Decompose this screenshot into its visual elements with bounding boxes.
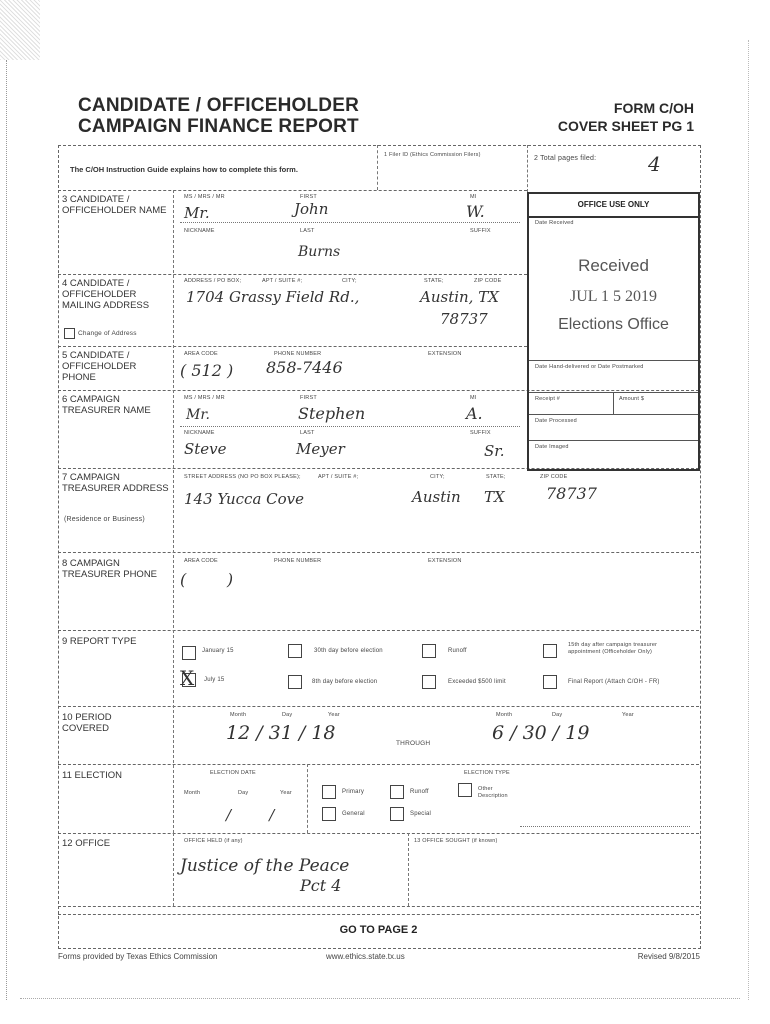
s6-first-value: Stephen bbox=[298, 404, 366, 423]
office-held-label: OFFICE HELD (if any) bbox=[184, 838, 243, 844]
report-type-15th-day-label: 15th day after campaign treasurer appointment (Officeholder Only) bbox=[568, 642, 658, 655]
s6-nickname-value: Steve bbox=[184, 440, 227, 458]
rule bbox=[529, 440, 698, 441]
s3-prefix-label: MS / MRS / MR bbox=[184, 194, 225, 200]
s6-last-value: Meyer bbox=[296, 440, 345, 458]
report-type-15th-day-checkbox[interactable] bbox=[543, 644, 557, 658]
s7-street-label: STREET ADDRESS (NO PO BOX PLEASE); bbox=[184, 474, 301, 480]
scan-edge-left bbox=[6, 60, 8, 1000]
s10-month-label-2: Month bbox=[496, 712, 513, 718]
s5-phone-label: PHONE NUMBER bbox=[274, 351, 322, 357]
election-date-label: ELECTION DATE bbox=[210, 770, 256, 776]
s3-mi-label: MI bbox=[470, 194, 477, 200]
s8-area-label: AREA CODE bbox=[184, 558, 218, 564]
s4-street-value: 1704 Grassy Field Rd., bbox=[186, 288, 360, 306]
report-type-runoff-checkbox[interactable] bbox=[422, 644, 436, 658]
rule bbox=[377, 145, 378, 190]
s3-mi-value: W. bbox=[466, 202, 485, 221]
election-date-value: / / bbox=[226, 806, 275, 824]
form-title-line2: CAMPAIGN FINANCE REPORT bbox=[78, 116, 359, 137]
report-type-30th-day-label: 30th day before election bbox=[314, 648, 383, 654]
hand-delivered-label: Date Hand-delivered or Date Postmarked bbox=[535, 364, 644, 370]
section-7-label: 7 CAMPAIGN TREASURER ADDRESS bbox=[62, 472, 169, 494]
election-primary-label: Primary bbox=[342, 789, 365, 795]
label-column-divider bbox=[173, 190, 174, 833]
filer-id-label: 1 Filer ID (Ethics Commission Filers) bbox=[384, 152, 481, 158]
rule bbox=[529, 216, 698, 218]
period-from-value: 12 / 31 / 18 bbox=[226, 722, 336, 744]
report-type-july-checkmark: X bbox=[180, 666, 195, 690]
rule bbox=[58, 274, 527, 275]
report-type-final-label: Final Report (Attach C/OH - FR) bbox=[568, 679, 660, 685]
s4-zip-label: ZIP CODE bbox=[474, 278, 502, 284]
s5-ext-label: EXTENSION bbox=[428, 351, 462, 357]
s4-address-label: ADDRESS / PO BOX; bbox=[184, 278, 242, 284]
office-sought-label: 13 OFFICE SOUGHT (if known) bbox=[414, 838, 498, 844]
section-10-label: 10 PERIOD COVERED bbox=[62, 712, 112, 734]
scan-noise bbox=[0, 0, 40, 60]
date-processed-label: Date Processed bbox=[535, 418, 577, 424]
change-of-address-label: Change of Address bbox=[78, 330, 137, 337]
section-8-label: 8 CAMPAIGN TREASURER PHONE bbox=[62, 558, 158, 580]
s7-city-label: CITY; bbox=[430, 474, 445, 480]
rule bbox=[613, 392, 614, 414]
date-received-label: Date Received bbox=[535, 220, 574, 226]
report-type-exceeded-label: Exceeded $500 limit bbox=[448, 679, 506, 685]
election-primary-checkbox[interactable] bbox=[322, 785, 336, 799]
rule bbox=[58, 630, 699, 631]
other-description-line bbox=[520, 826, 690, 827]
s10-month-label: Month bbox=[230, 712, 247, 718]
s6-suffix-value: Sr. bbox=[484, 442, 505, 460]
instruction-note: The C/OH Instruction Guide explains how to complete this form. bbox=[70, 165, 298, 174]
election-other-checkbox[interactable] bbox=[458, 783, 472, 797]
report-type-runoff-label: Runoff bbox=[448, 648, 467, 654]
election-runoff-label: Runoff bbox=[410, 789, 429, 795]
s7-apt-label: APT / SUITE #; bbox=[318, 474, 359, 480]
s8-phone-label: PHONE NUMBER bbox=[274, 558, 322, 564]
rule bbox=[58, 190, 527, 191]
s6-prefix-label: MS / MRS / MR bbox=[184, 395, 225, 401]
section-12-label: 12 OFFICE bbox=[62, 838, 111, 849]
section-6-label: 6 CAMPAIGN TREASURER NAME bbox=[62, 394, 151, 416]
rule bbox=[58, 552, 699, 553]
period-to-value: 6 / 30 / 19 bbox=[492, 722, 590, 744]
through-label: THROUGH bbox=[396, 740, 431, 747]
report-type-exceeded-checkbox[interactable] bbox=[422, 675, 436, 689]
received-stamp-office: Elections Office bbox=[558, 316, 669, 333]
rule bbox=[58, 914, 699, 915]
rule bbox=[58, 706, 699, 707]
rule bbox=[58, 906, 699, 907]
report-type-final-checkbox[interactable] bbox=[543, 675, 557, 689]
s3-nickname-label: NICKNAME bbox=[184, 228, 215, 234]
s10-day-label-2: Day bbox=[552, 712, 563, 718]
s7-street-value: 143 Yucca Cove bbox=[184, 490, 305, 508]
s10-day-label: Day bbox=[282, 712, 293, 718]
s6-last-label: LAST bbox=[300, 430, 315, 436]
rule bbox=[180, 426, 520, 427]
s3-first-value: John bbox=[294, 200, 329, 218]
cover-sheet-label: COVER SHEET PG 1 bbox=[557, 118, 694, 134]
report-type-july-label: July 15 bbox=[204, 677, 225, 683]
total-pages-label: 2 Total pages filed: bbox=[534, 155, 597, 162]
s7-state-value: TX bbox=[484, 488, 505, 506]
s11-year-label: Year bbox=[280, 790, 292, 796]
s3-last-label: LAST bbox=[300, 228, 315, 234]
s7-zip-value: 78737 bbox=[546, 484, 597, 503]
footer-revised: Revised 9/8/2015 bbox=[637, 952, 700, 961]
received-stamp-date: JUL 1 5 2019 bbox=[570, 288, 657, 305]
section-9-label: 9 REPORT TYPE bbox=[62, 636, 137, 647]
amount-label: Amount $ bbox=[619, 396, 645, 402]
rule bbox=[180, 222, 520, 223]
s4-apt-label: APT / SUITE #; bbox=[262, 278, 303, 284]
s6-prefix-value: Mr. bbox=[186, 407, 210, 423]
rule bbox=[529, 414, 698, 415]
section-11-label: 11 ELECTION bbox=[62, 770, 123, 781]
rule bbox=[58, 764, 699, 765]
s6-first-label: FIRST bbox=[300, 395, 317, 401]
scan-edge-right bbox=[748, 40, 750, 1000]
election-other-label: Other Description bbox=[478, 786, 508, 799]
election-special-label: Special bbox=[410, 811, 432, 817]
s4-city-label: CITY; bbox=[342, 278, 357, 284]
s10-year-label: Year bbox=[328, 712, 340, 718]
s5-area-value: ( 512 ) bbox=[180, 361, 234, 380]
s5-phone-value: 858-7446 bbox=[266, 358, 343, 377]
s11-month-label: Month bbox=[184, 790, 201, 796]
office-held-precinct: Pct 4 bbox=[300, 876, 342, 895]
s6-mi-label: MI bbox=[470, 395, 477, 401]
s11-day-label: Day bbox=[238, 790, 249, 796]
office-use-heading: OFFICE USE ONLY bbox=[577, 200, 650, 209]
election-general-label: General bbox=[342, 811, 365, 817]
rule bbox=[307, 764, 308, 833]
section-7-sublabel: (Residence or Business) bbox=[64, 516, 145, 523]
footer-provided-by: Forms provided by Texas Ethics Commission bbox=[58, 952, 218, 961]
rule bbox=[408, 833, 409, 906]
received-stamp: Received bbox=[578, 256, 649, 275]
form-code: FORM C/OH bbox=[613, 100, 694, 116]
s6-nickname-label: NICKNAME bbox=[184, 430, 215, 436]
s3-first-label: FIRST bbox=[300, 194, 317, 200]
s3-suffix-label: SUFFIX bbox=[470, 228, 491, 234]
election-general-checkbox[interactable] bbox=[322, 807, 336, 821]
s10-year-label-2: Year bbox=[622, 712, 634, 718]
report-type-30th-day-checkbox[interactable] bbox=[288, 644, 302, 658]
section-5-label: 5 CANDIDATE / OFFICEHOLDER PHONE bbox=[62, 350, 137, 383]
total-pages-value: 4 bbox=[648, 152, 661, 176]
label-column-divider bbox=[173, 833, 174, 906]
date-imaged-label: Date Imaged bbox=[535, 444, 569, 450]
s7-zip-label: ZIP CODE bbox=[540, 474, 568, 480]
rule bbox=[58, 833, 699, 834]
section-4-label: 4 CANDIDATE / OFFICEHOLDER MAILING ADDRESS bbox=[62, 278, 150, 311]
s7-state-label: STATE; bbox=[486, 474, 506, 480]
s6-mi-value: A. bbox=[466, 404, 483, 423]
go-to-page-2: GO TO PAGE 2 bbox=[339, 924, 418, 936]
change-of-address-checkbox[interactable] bbox=[64, 328, 75, 339]
rule bbox=[529, 360, 698, 361]
office-use-box bbox=[527, 192, 700, 471]
s4-zip-value: 78737 bbox=[440, 310, 488, 328]
s5-area-label: AREA CODE bbox=[184, 351, 218, 357]
receipt-label: Receipt # bbox=[535, 396, 561, 402]
s6-suffix-label: SUFFIX bbox=[470, 430, 491, 436]
s4-state-label: STATE; bbox=[424, 278, 444, 284]
section-3-label: 3 CANDIDATE / OFFICEHOLDER NAME bbox=[62, 194, 167, 216]
footer-url: www.ethics.state.tx.us bbox=[326, 952, 405, 961]
s3-last-value: Burns bbox=[298, 244, 341, 260]
s7-city-value: Austin bbox=[412, 488, 461, 506]
report-type-8th-day-checkbox[interactable] bbox=[288, 675, 302, 689]
election-type-label: ELECTION TYPE bbox=[464, 770, 510, 776]
s4-city-state-value: Austin, TX bbox=[420, 288, 499, 306]
form-title-line1: CANDIDATE / OFFICEHOLDER bbox=[78, 95, 359, 116]
s3-prefix-value: Mr. bbox=[184, 204, 210, 222]
report-type-8th-day-label: 8th day before election bbox=[312, 679, 378, 685]
rule bbox=[527, 145, 528, 192]
scan-edge-bottom bbox=[20, 998, 740, 999]
office-held-value: Justice of the Peace bbox=[180, 856, 350, 876]
election-special-checkbox[interactable] bbox=[390, 807, 404, 821]
rule bbox=[58, 346, 527, 347]
report-type-january-label: January 15 bbox=[202, 648, 234, 654]
s8-area-value: ( ) bbox=[180, 570, 234, 589]
report-type-january-checkbox[interactable] bbox=[182, 646, 196, 660]
election-runoff-checkbox[interactable] bbox=[390, 785, 404, 799]
s8-ext-label: EXTENSION bbox=[428, 558, 462, 564]
